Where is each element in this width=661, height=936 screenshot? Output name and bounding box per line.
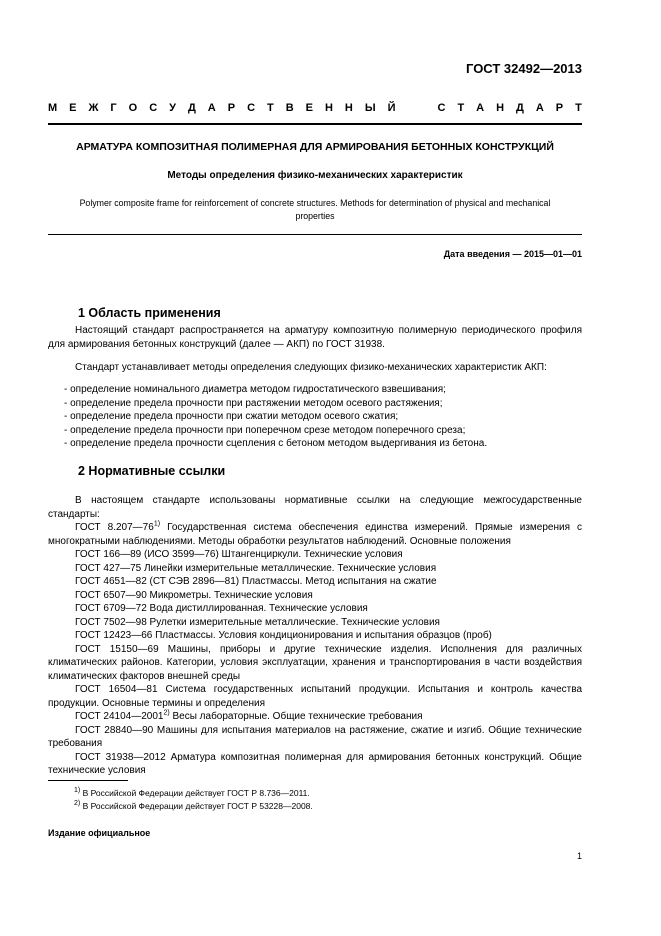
reference-item	[48, 548, 582, 562]
reference-item	[48, 575, 582, 589]
footnote	[74, 800, 313, 813]
scope-list	[70, 383, 582, 451]
edition-note: Издание официальное	[48, 828, 151, 838]
banner-letter: Р	[227, 102, 236, 114]
reference-code: ГОСТ 6709—72	[75, 603, 147, 614]
footnote-text: В Российской Федерации действует ГОСТ Р 53228—2008.	[80, 801, 313, 811]
header-rule	[48, 123, 582, 125]
footnote-mark: 2)	[163, 709, 170, 717]
reference-code: ГОСТ 12423—66	[75, 630, 153, 641]
introduction-date: Дата введения — 2015—01—01	[443, 249, 582, 259]
banner-letter: Е	[69, 102, 77, 114]
banner-letter: Д	[187, 102, 196, 114]
reference-item	[48, 521, 582, 548]
list-item: - определение предела прочности при поперечном срезе методом поперечного среза;	[74, 424, 582, 438]
reference-title: Пластмассы. Метод испытания на сжатие	[239, 576, 437, 587]
reference-code: ГОСТ 8.207—76	[75, 522, 154, 533]
list-item: - определение предела прочности сцепления с бетоном методом выдергивания из бетона.	[74, 437, 582, 451]
reference-item	[48, 616, 582, 630]
reference-title: Машины, приборы и другие технические изделия. Исполнения для различных климатических районов. Категории, условия эксплуатации, хранения и транспортирования в части воздействия климатических факторов внешней среды	[48, 643, 582, 682]
banner-letter: А	[476, 102, 485, 114]
reference-title: Государственная система обеспечения единства измерений. Прямые измерения с многократными наблюдениями. Методы обработки результатов наблюдений. Основные положения	[48, 522, 583, 547]
footnote-mark: 2)	[74, 800, 81, 808]
reference-title: Линейки измерительные металлические. Технические условия	[141, 562, 437, 574]
footnotes	[74, 787, 313, 813]
reference-code: ГОСТ 31938—2012	[75, 751, 166, 763]
footnote-text: В Российской Федерации действует ГОСТ Р 8.736—2011.	[80, 788, 310, 798]
banner-letter: М	[48, 102, 58, 114]
reference-title: Вода дистиллированная. Технические условия	[146, 603, 368, 614]
reference-code: ГОСТ 16504—81	[75, 684, 158, 695]
reference-code: ГОСТ 28840—90	[75, 724, 154, 736]
reference-code: ГОСТ 166—89 (ИСО 3599—76)	[75, 549, 219, 560]
reference-code: ГОСТ 6507—90	[75, 589, 147, 601]
reference-title: Весы лабораторные. Общие технические требования	[169, 711, 423, 722]
reference-item	[48, 683, 582, 710]
banner-letter: В	[285, 102, 294, 114]
reference-code: ГОСТ 24104—2001	[75, 711, 164, 722]
section-1-paragraph-1: Настоящий стандарт распространяется на арматуру композитную полимерную периодического профиля для армирования бетонных конструкций (далее — АКП) по ГОСТ 31938.	[48, 325, 582, 350]
banner-letter: Н	[344, 102, 353, 114]
banner-letter: С	[149, 102, 158, 114]
banner-letter: С	[437, 102, 446, 114]
reference-code: ГОСТ 427—75	[75, 562, 142, 574]
reference-code: ГОСТ 7502—98	[75, 616, 147, 628]
section-2-intro: В настоящем стандарте использованы нормативные ссылки на следующие межгосударственные стандарты:	[48, 495, 582, 520]
banner-letter: Г	[110, 102, 117, 114]
banner-letter: Р	[555, 102, 564, 114]
reference-item	[48, 602, 582, 616]
section-1-heading: 1 Область применения	[78, 306, 221, 320]
banner-letter: С	[247, 102, 256, 114]
banner-letter: А	[535, 102, 544, 114]
banner-letter: Т	[575, 102, 582, 114]
footnote-rule	[48, 780, 128, 781]
reference-title: Арматура композитная полимерная для армирования бетонных конструкций. Общие технические условия	[48, 751, 582, 776]
banner-letter: Н	[324, 102, 333, 114]
reference-title: Микрометры. Технические условия	[146, 589, 313, 601]
list-item: - определение предела прочности при растяжении методом осевого растяжения;	[74, 397, 582, 411]
reference-code: ГОСТ 4651—82 (СТ СЭВ 2896—81)	[75, 576, 240, 587]
title-rule	[48, 234, 582, 235]
footnote-mark: 1)	[153, 520, 161, 528]
banner-letter: Т	[267, 102, 274, 114]
banner-letter: Й	[387, 102, 396, 114]
list-item: - определение номинального диаметра методом гидростатического взвешивания;	[74, 383, 582, 397]
reference-item	[48, 589, 582, 603]
reference-item	[48, 724, 582, 751]
list-item: - определение предела прочности при сжатии методом осевого сжатия;	[74, 410, 582, 424]
english-title: Polymer composite frame for reinforcement of concrete structures. Methods for determination of physical and mechanical properties	[79, 198, 551, 221]
normative-references-list	[48, 521, 582, 778]
section-2-heading: 2 Нормативные ссылки	[78, 464, 226, 478]
reference-title: Штангенциркули. Технические условия	[218, 549, 403, 560]
reference-item	[48, 751, 582, 778]
reference-title: Машины для испытания материалов на растяжение, сжатие и изгиб. Общие технические требования	[48, 724, 582, 749]
banner-letter	[408, 102, 426, 114]
banner-letter: Е	[305, 102, 313, 114]
banner-letter: О	[128, 102, 138, 114]
reference-item	[48, 643, 582, 684]
footnote	[74, 787, 313, 800]
section-1-paragraph-2: Стандарт устанавливает методы определения следующих физико-механических характеристик АКП:	[75, 362, 547, 373]
banner-letter: Н	[496, 102, 505, 114]
banner-letter: У	[169, 102, 176, 114]
reference-title: Система государственных испытаний продукции. Испытания и контроль качества продукции. Основные термины и определения	[48, 684, 583, 709]
banner-letter: А	[207, 102, 216, 114]
reference-item	[48, 629, 582, 643]
banner-letter: Ж	[88, 102, 99, 114]
reference-item	[48, 710, 582, 724]
reference-code: ГОСТ 15150—69	[75, 643, 159, 655]
interstate-standard-banner	[48, 102, 582, 114]
reference-item	[48, 562, 582, 576]
banner-letter: Д	[516, 102, 524, 114]
banner-letter: Ы	[364, 102, 376, 114]
reference-title: Рулетки измерительные металлические. Технические условия	[146, 616, 440, 628]
footnote-mark: 1)	[74, 787, 81, 795]
reference-title: Пластмассы. Условия кондиционирования и испытания образцов (проб)	[152, 630, 492, 641]
banner-letter: Т	[457, 102, 465, 114]
document-code: ГОСТ 32492—2013	[466, 61, 582, 76]
subtitle: Методы определения физико-механических характеристик	[167, 170, 463, 181]
main-title: АРМАТУРА КОМПОЗИТНАЯ ПОЛИМЕРНАЯ ДЛЯ АРМИРОВАНИЯ БЕТОННЫХ КОНСТРУКЦИЙ	[76, 141, 554, 153]
page-number: 1	[576, 851, 582, 861]
